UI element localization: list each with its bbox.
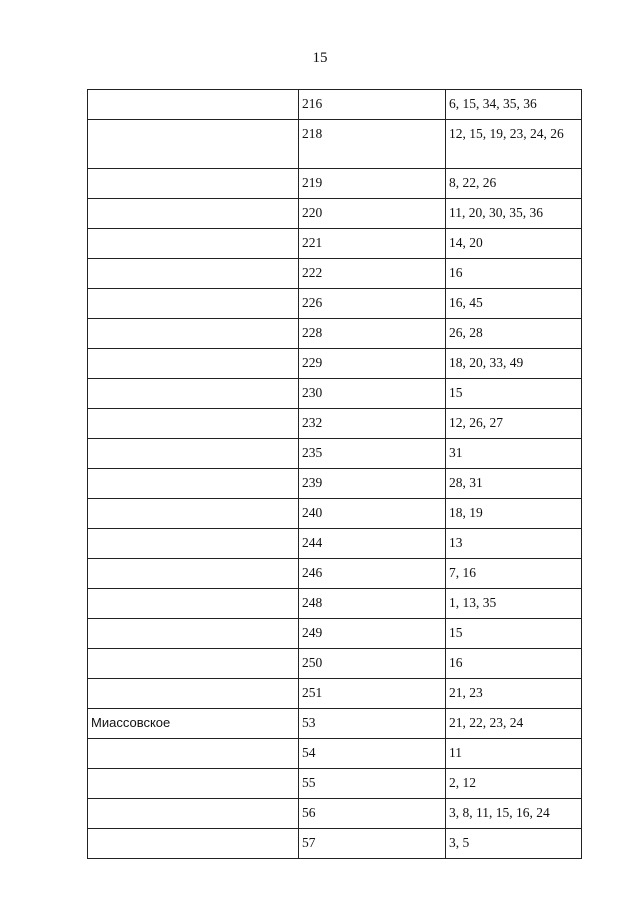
school-number-cell: 53 <box>299 709 446 739</box>
district-cell <box>88 259 299 289</box>
school-number-cell: 54 <box>299 739 446 769</box>
district-cell <box>88 439 299 469</box>
grades-cell: 12, 15, 19, 23, 24, 26 <box>446 120 582 169</box>
table-row <box>88 469 582 499</box>
school-number-cell: 216 <box>299 90 446 120</box>
table-row <box>88 529 582 559</box>
school-number-cell: 56 <box>299 799 446 829</box>
district-cell <box>88 169 299 199</box>
school-number-cell: 228 <box>299 319 446 349</box>
table-row <box>88 259 582 289</box>
school-number-cell: 55 <box>299 769 446 799</box>
grades-cell: 16 <box>446 259 582 289</box>
district-cell <box>88 829 299 859</box>
district-cell <box>88 799 299 829</box>
table-row <box>88 739 582 769</box>
page-number: 15 <box>312 50 328 66</box>
district-cell <box>88 589 299 619</box>
grades-cell: 2, 12 <box>446 769 582 799</box>
district-cell <box>88 199 299 229</box>
table-row <box>88 589 582 619</box>
district-cell <box>88 649 299 679</box>
table-row <box>88 829 582 859</box>
grades-cell: 14, 20 <box>446 229 582 259</box>
table-row <box>88 649 582 679</box>
district-cell: Миассовское <box>88 709 299 739</box>
district-cell <box>88 319 299 349</box>
grades-cell: 7, 16 <box>446 559 582 589</box>
grades-cell: 16, 45 <box>446 289 582 319</box>
school-number-cell: 239 <box>299 469 446 499</box>
grades-cell: 3, 5 <box>446 829 582 859</box>
grades-cell: 8, 22, 26 <box>446 169 582 199</box>
table-row <box>88 409 582 439</box>
grades-cell: 18, 19 <box>446 499 582 529</box>
school-number-cell: 232 <box>299 409 446 439</box>
district-cell <box>88 739 299 769</box>
grades-cell: 21, 23 <box>446 679 582 709</box>
grades-cell: 28, 31 <box>446 469 582 499</box>
grades-cell: 15 <box>446 619 582 649</box>
district-cell <box>88 289 299 319</box>
table-row <box>88 289 582 319</box>
school-number-cell: 240 <box>299 499 446 529</box>
grades-cell: 6, 15, 34, 35, 36 <box>446 90 582 120</box>
table-row <box>88 709 582 739</box>
table-row <box>88 679 582 709</box>
grades-cell: 12, 26, 27 <box>446 409 582 439</box>
school-number-cell: 251 <box>299 679 446 709</box>
district-cell <box>88 559 299 589</box>
grades-cell: 31 <box>446 439 582 469</box>
district-cell <box>88 679 299 709</box>
district-cell <box>88 469 299 499</box>
district-cell <box>88 529 299 559</box>
table-body <box>88 90 582 859</box>
grades-cell: 21, 22, 23, 24 <box>446 709 582 739</box>
grades-cell: 1, 13, 35 <box>446 589 582 619</box>
school-number-cell: 244 <box>299 529 446 559</box>
grades-cell: 3, 8, 11, 15, 16, 24 <box>446 799 582 829</box>
grades-cell: 13 <box>446 529 582 559</box>
table-row <box>88 199 582 229</box>
district-cell <box>88 409 299 439</box>
table-row <box>88 349 582 379</box>
table-row <box>88 799 582 829</box>
table-row <box>88 379 582 409</box>
table-row <box>88 90 582 120</box>
school-number-cell: 235 <box>299 439 446 469</box>
school-number-cell: 226 <box>299 289 446 319</box>
grades-cell: 26, 28 <box>446 319 582 349</box>
district-cell <box>88 90 299 120</box>
district-cell <box>88 120 299 169</box>
school-number-cell: 222 <box>299 259 446 289</box>
school-number-cell: 218 <box>299 120 446 169</box>
table-row <box>88 229 582 259</box>
school-number-cell: 221 <box>299 229 446 259</box>
grades-cell: 16 <box>446 649 582 679</box>
district-cell <box>88 619 299 649</box>
table-row <box>88 619 582 649</box>
school-number-cell: 229 <box>299 349 446 379</box>
table-row <box>88 559 582 589</box>
district-cell <box>88 499 299 529</box>
district-cell <box>88 379 299 409</box>
table-row <box>88 169 582 199</box>
data-table <box>87 89 582 859</box>
school-number-cell: 248 <box>299 589 446 619</box>
school-number-cell: 219 <box>299 169 446 199</box>
table-row <box>88 439 582 469</box>
school-number-cell: 246 <box>299 559 446 589</box>
table-row <box>88 769 582 799</box>
table-row <box>88 120 582 169</box>
school-number-cell: 220 <box>299 199 446 229</box>
district-cell <box>88 349 299 379</box>
table-row <box>88 499 582 529</box>
school-number-cell: 249 <box>299 619 446 649</box>
school-number-cell: 230 <box>299 379 446 409</box>
grades-cell: 11, 20, 30, 35, 36 <box>446 199 582 229</box>
district-cell <box>88 229 299 259</box>
district-cell <box>88 769 299 799</box>
grades-cell: 18, 20, 33, 49 <box>446 349 582 379</box>
grades-cell: 11 <box>446 739 582 769</box>
school-number-cell: 57 <box>299 829 446 859</box>
table-row <box>88 319 582 349</box>
grades-cell: 15 <box>446 379 582 409</box>
school-number-cell: 250 <box>299 649 446 679</box>
